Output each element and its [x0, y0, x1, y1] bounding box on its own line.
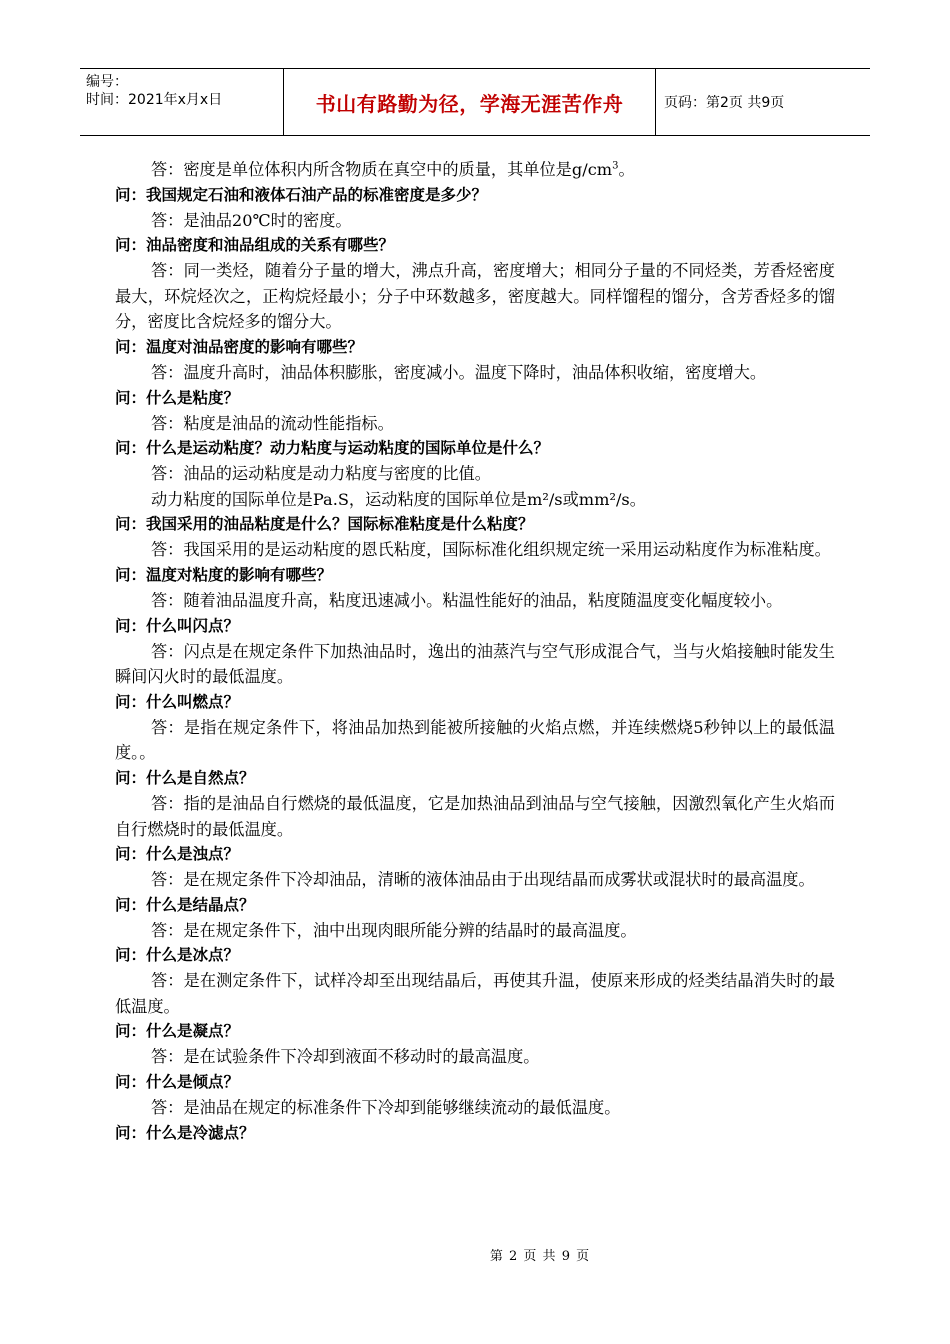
- answer-paragraph: 答：是在试验条件下冷却到液面不移动时的最高温度。: [151, 1047, 540, 1067]
- answer-paragraph: 答：是在规定条件下，油中出现肉眼所能分辨的结晶时的最高温度。: [151, 920, 637, 940]
- question-heading: 问：我国采用的油品粘度是什么？国际标准粘度是什么粘度？: [115, 515, 534, 534]
- header-motto: 书山有路勤为径，学海无涯苦作舟: [284, 69, 656, 135]
- answer-paragraph: 答：是在规定条件下冷却油品，清晰的液体油品由于出现结晶而成雾状或混状时的最高温度。: [151, 870, 815, 890]
- question-heading: 问：温度对粘度的影响有哪些？: [115, 565, 333, 584]
- answer-paragraph: [115, 157, 835, 183]
- answer-text: 答：密度是单位体积内所含物质在真空中的质量，其单位是g/cm: [151, 160, 613, 179]
- header-meta: [80, 69, 284, 135]
- answer-paragraph: 答：闪点是在规定条件下加热油品时，逸出的油蒸汽与空气形成混合气，当与火焰接触时能发生瞬间闪火时的最低温度。: [115, 641, 835, 687]
- question-heading: 问：什么是冷滤点？: [115, 1123, 255, 1142]
- question-heading: 问：什么是自然点？: [115, 768, 255, 787]
- document-body: [115, 157, 835, 1146]
- question-heading: 问：什么叫燃点？: [115, 692, 240, 711]
- header-page-info: 页码：第2页 共9页: [664, 95, 785, 111]
- question-heading: 问：我国规定石油和液体石油产品的标准密度是多少？: [115, 185, 488, 204]
- answer-paragraph: 答：是油品在规定的标准条件下冷却到能够继续流动的最低温度。: [151, 1098, 621, 1118]
- answer-paragraph: 答：是油品20℃时的密度。: [151, 210, 352, 230]
- answer-tail: 。: [618, 160, 635, 179]
- question-heading: 问：什么是运动粘度？动力粘度与运动粘度的国际单位是什么？: [115, 439, 550, 458]
- answer-paragraph: 答：温度升高时，油品体积膨胀，密度减小。温度下降时，油品体积收缩，密度增大。: [151, 362, 767, 382]
- page-footer: [0, 1245, 950, 1264]
- question-heading: 问：什么是结晶点？: [115, 895, 255, 914]
- question-heading: 问：什么叫闪点？: [115, 616, 240, 635]
- answer-paragraph: 答：指的是油品自行燃烧的最低温度，它是加热油品到油品与空气接触，因激烈氧化产生火焰而自行燃烧时的最低温度。: [115, 793, 835, 839]
- date-label: 时间：2021年x月x日: [86, 92, 223, 108]
- question-heading: 问：什么是凝点？: [115, 1022, 240, 1041]
- answer-paragraph: 答：我国采用的是运动粘度的恩氏粘度，国际标准化组织规定统一采用运动粘度作为标准粘度。: [151, 540, 831, 560]
- question-heading: 问：什么是浊点？: [115, 845, 240, 864]
- number-label: 编号：: [86, 74, 128, 90]
- answer-paragraph: 动力粘度的国际单位是Pa.S，运动粘度的国际单位是m²/s或mm²/s。: [151, 489, 646, 509]
- answer-paragraph: 答：同一类烃，随着分子量的增大，沸点升高，密度增大；相同分子量的不同烃类，芳香烃密度最大，环烷烃次之，正构烷烃最小；分子中环数越多，密度越大。同样馏程的馏分，含芳香烃多的馏分，密度比含烷烃多的馏分大。: [115, 261, 835, 332]
- question-heading: 问：温度对油品密度的影响有哪些？: [115, 337, 364, 356]
- superscript: 3: [612, 160, 619, 172]
- answer-paragraph: 答：随着油品温度升高，粘度迅速减小。粘温性能好的油品，粘度随温度变化幅度较小。: [151, 590, 783, 610]
- question-heading: 问：什么是倾点？: [115, 1073, 240, 1092]
- answer-paragraph: 答：是指在规定条件下，将油品加热到能被所接触的火焰点燃，并连续燃烧5秒钟以上的最低温度。。: [115, 717, 835, 763]
- answer-paragraph: 答：粘度是油品的流动性能指标。: [151, 413, 394, 433]
- footer-page-number: 第 2 页 共 9 页: [489, 1249, 591, 1264]
- answer-paragraph: 答：油品的运动粘度是动力粘度与密度的比值。: [151, 464, 491, 484]
- answer-paragraph: 答：是在测定条件下，试样冷却至出现结晶后，再使其升温，使原来形成的烃类结晶消失时的最低温度。: [115, 971, 835, 1016]
- question-heading: 问：什么是粘度？: [115, 388, 240, 407]
- question-heading: 问：什么是冰点？: [115, 946, 240, 965]
- page-header: [80, 68, 870, 136]
- question-heading: 问：油品密度和油品组成的关系有哪些？: [115, 236, 395, 255]
